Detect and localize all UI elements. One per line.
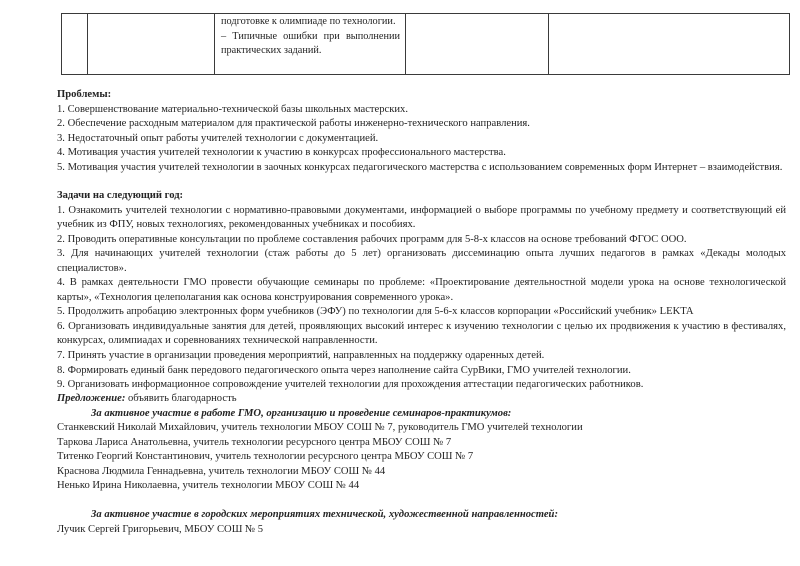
tasks-item-8: 8. Формировать единый банк передового педагогического опыта через наполнение сайта СурВики, ГМО учителей технологии. [57,364,631,376]
tasks-item-7: 7. Принять участие в организации проведения мероприятий, направленных на поддержку одаренных детей. [57,350,545,362]
problems-item-1: 1. Совершенствование материально-технической базы школьных мастерских. [57,103,408,115]
table-row [62,14,790,75]
tasks-item-5: 5. Продолжить апробацию электронных форм учебников (ЭФУ) по технологии для 5-6-х классов корпорации «Российский учебник» LEKTA [57,306,694,318]
list-item: Станкевский Николай Михайлович, учитель технологии МБОУ СОШ № 7, руководитель ГМО учителей технологии [57,422,583,434]
table-cell-col3-text [215,14,405,61]
problems-section [57,88,786,175]
tasks-item-1: 1. Ознакомить учителей технологии с нормативно-правовыми документами, информацией о выборе программы по учебному предмету и соответствующий ей учебник из ФПУ, новых технологиях, рекомендованных учебниках и пособиях. [57,204,786,231]
list-item: Краснова Людмила Геннадьевна, учитель технологии МБОУ СОШ № 44 [57,465,386,477]
tasks-item-2: 2. Проводить оперативные консультации по проблеме составления рабочих программ для 5-8-х классов на основе требований ФГОС ООО. [57,233,687,245]
problems-heading: Проблемы: [57,89,112,100]
tasks-section [57,189,786,393]
tasks-item-9: 9. Организовать информационное сопровождение учителей технологии для прохождения аттестации педагогических работников. [57,379,644,391]
proposal-group1-subheading: За активное участие в работе ГМО, организацию и проведение семинаров-практикумов: [91,407,512,419]
problems-item-2: 2. Обеспечение расходным материалом для практической работы инженерно-технического направления. [57,118,530,130]
table-cell-col2 [88,14,215,75]
list-item: Лучик Сергей Григорьевич, МБОУ СОШ № 5 [57,523,264,535]
table-cell-line-2: – Типичные ошибки при выполнении практических заданий. [221,30,400,57]
proposal-group2-subheading: За активное участие в городских мероприятиях технической, художественной направленностей: [91,509,558,521]
tasks-item-3: 3. Для начинающих учителей технологии (стаж работы до 5 лет) организовать диссеминацию опыта лучших педагогов в рамках «Декады молодых специалистов». [57,248,786,274]
table-cell-col4 [406,14,549,75]
problems-item-5: 5. Мотивация участия учителей технологии в заочных конкурсах педагогического мастерства с использованием современных форм Интернет – взаимодействия. [57,161,783,173]
proposal-label: Предложение: [57,393,126,404]
list-item: Ненько Ирина Николаевна, учитель технологии МБОУ СОШ № 44 [57,480,360,492]
section-spacer [57,494,786,509]
proposal-text: объявить благодарность [125,393,237,404]
problems-item-4: 4. Мотивация участия учителей технологии к участию в конкурсах профессионального мастерства. [57,147,506,159]
table-cell-col1 [62,14,88,75]
table-cell-col5 [549,14,790,75]
proposal-section [57,392,786,537]
tasks-item-6: 6. Организовать индивидуальные занятия для детей, проявляющих высокий интерес к изучению технологии с целью их продвижения к участию в фестивалях, конкурсах, олимпиадах и соревнованиях технической направленности. [57,320,786,347]
problems-item-3: 3. Недостаточный опыт работы учителей технологии с документацией. [57,132,379,144]
continuation-table [61,13,790,75]
list-item: Титенко Георгий Константинович, учитель технологии ресурсного центра МБОУ СОШ № 7 [57,451,474,463]
tasks-item-4: 4. В рамках деятельности ГМО провести обучающие семинары по проблеме: «Проектирование деятельностной модели урока на основе технологической карты», «Технология целеполагания как основа конструирования современного урока». [57,277,786,303]
tasks-heading: Задачи на следующий год: [57,190,184,201]
table-cell-line-1: подготовке к олимпиаде по технологии. [221,16,396,27]
list-item: Таркова Лариса Анатольевна, учитель технологии ресурсного центра МБОУ СОШ № 7 [57,436,452,448]
proposal-line [57,392,786,407]
table-cell-col3 [215,14,406,75]
